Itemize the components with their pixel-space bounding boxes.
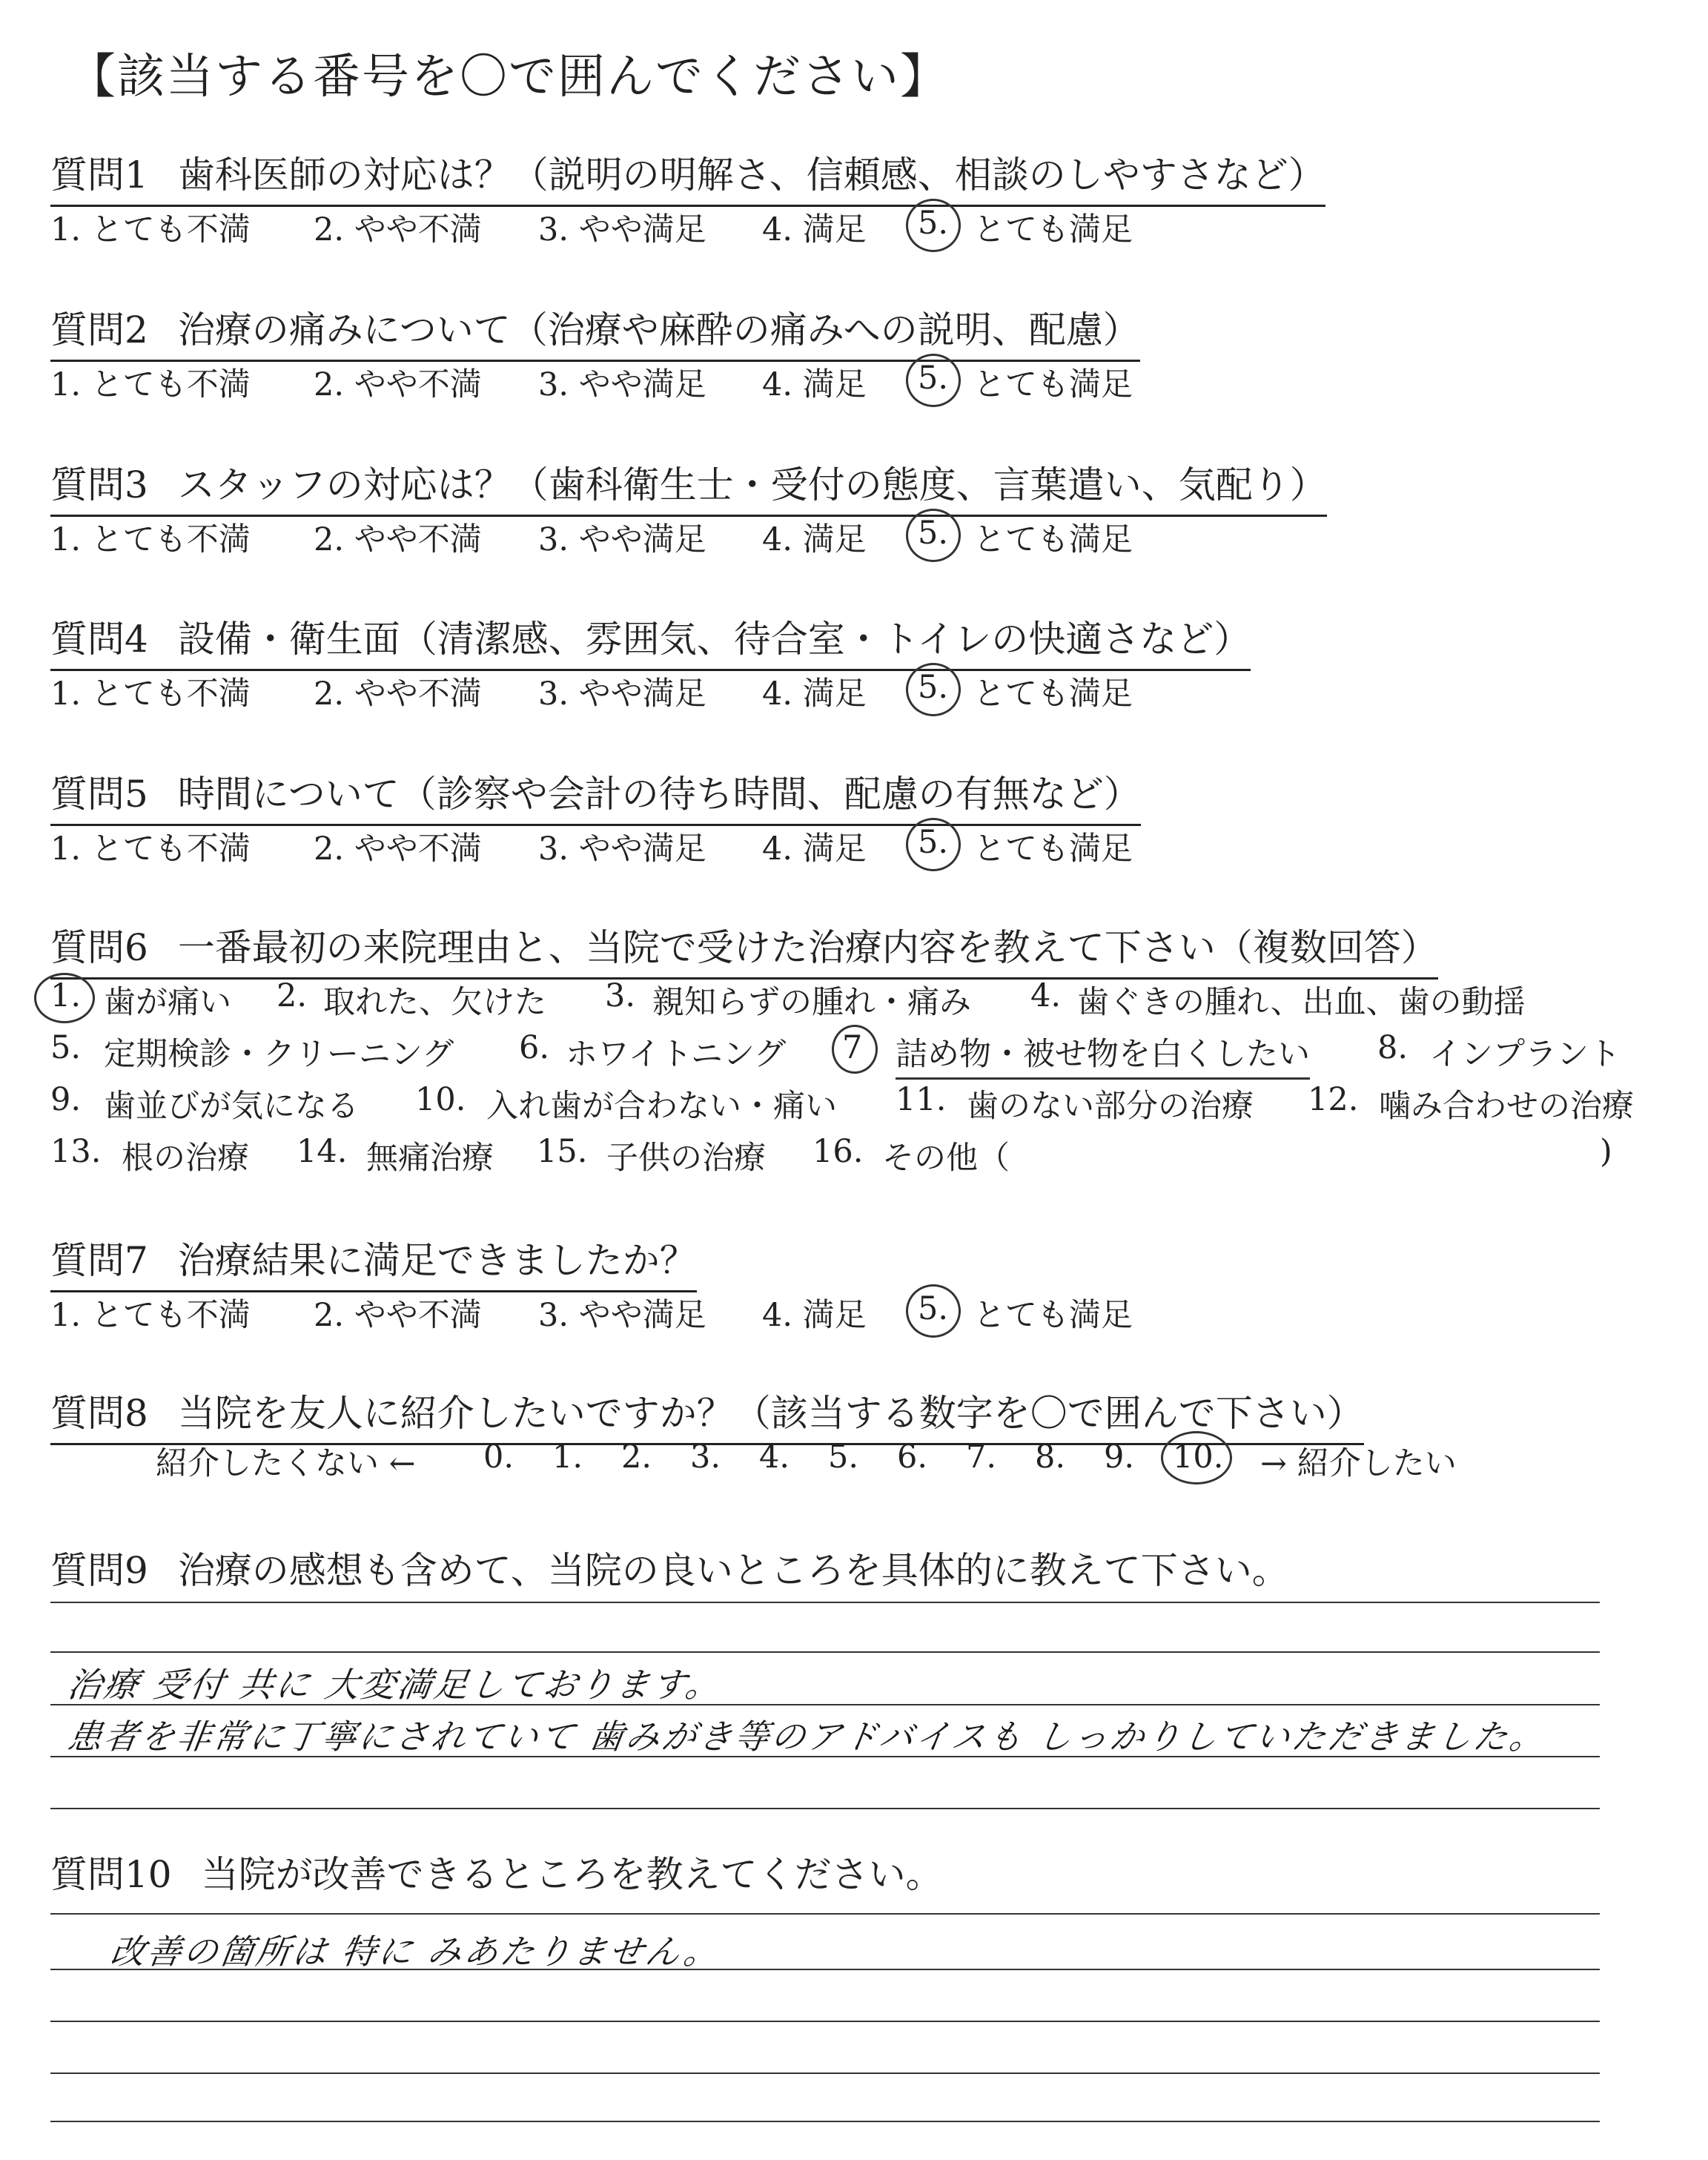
question-number: 質問7 [50, 1239, 148, 1282]
option-2[interactable]: 2. やや不満 [314, 830, 482, 868]
q6-option-5-label[interactable]: 定期検診・クリーニング [104, 1036, 454, 1073]
scale-5[interactable]: 5. [828, 1439, 859, 1476]
scale-left-label: 紹介したくない ← [156, 1445, 416, 1482]
q6-option-4-num[interactable]: 4. [1030, 977, 1062, 1014]
scale-7[interactable]: 7. [966, 1439, 997, 1476]
option-5-label: とても満足 [973, 521, 1133, 558]
option-5-label: とても満足 [973, 830, 1133, 868]
q6-option-10-num[interactable]: 10. [415, 1081, 466, 1118]
question-number: 質問5 [50, 773, 148, 816]
q6-option-5-num[interactable]: 5. [50, 1029, 82, 1066]
option-1[interactable]: 1. とても不満 [50, 211, 251, 248]
q6-option-6-num[interactable]: 6. [519, 1029, 550, 1066]
handwritten-answer-line-2: 患者を非常に丁寧にされていて 歯みがき等のアドバイスも しっかりしていただきました。 [64, 1717, 1549, 1757]
answer-line [50, 1913, 1600, 1915]
answer-line [50, 2021, 1600, 2022]
question-number: 質問3 [50, 463, 148, 506]
q6-option-4-label[interactable]: 歯ぐきの腫れ、出血、歯の動揺 [1077, 984, 1526, 1021]
handwritten-answer-line-1: 改善の箇所は 特に みあたりません。 [107, 1932, 724, 1972]
q6-option-2-num[interactable]: 2. [277, 977, 308, 1014]
scale-3[interactable]: 3. [690, 1439, 721, 1476]
q6-option-11-label[interactable]: 歯のない部分の治療 [967, 1088, 1254, 1125]
question-text: 時間について（診察や会計の待ち時間、配慮の有無など） [177, 773, 1141, 816]
scale-4[interactable]: 4. [759, 1439, 790, 1476]
option-5-label: とても満足 [973, 366, 1133, 403]
scale-8[interactable]: 8. [1035, 1439, 1066, 1476]
scale-1[interactable]: 1. [552, 1439, 583, 1476]
scale-10[interactable]: 10. [1173, 1439, 1224, 1476]
question-9-heading [50, 1541, 1289, 1600]
option-3[interactable]: 3. やや満足 [538, 830, 706, 868]
question-number: 質問9 [50, 1549, 148, 1592]
page-title: 【該当する番号を〇で囲んでください】 [68, 50, 949, 105]
scale-9[interactable]: 9. [1104, 1439, 1135, 1476]
question-8-heading [50, 1384, 1364, 1445]
question-text: スタッフの対応は？（歯科衛生士・受付の態度、言葉遣い、気配り） [177, 463, 1327, 506]
option-5[interactable]: 5. [918, 360, 949, 397]
option-4[interactable]: 4. 満足 [762, 366, 867, 403]
question-text: 治療の痛みについて（治療や麻酔の痛みへの説明、配慮） [177, 308, 1140, 351]
option-4[interactable]: 4. 満足 [762, 676, 867, 713]
q6-option-7-num[interactable]: 7 [842, 1029, 863, 1066]
q6-option-7-label[interactable]: 詰め物・被せ物を白くしたい [896, 1029, 1310, 1080]
handwritten-answer-line-1: 治療 受付 共に 大変満足しております。 [64, 1665, 725, 1705]
question-4-heading [50, 610, 1251, 671]
q6-option-14-num[interactable]: 14. [297, 1133, 348, 1170]
option-3[interactable]: 3. やや満足 [538, 676, 706, 713]
option-3[interactable]: 3. やや満足 [538, 1297, 706, 1334]
answer-line [50, 1808, 1600, 1809]
option-5-label: とても満足 [973, 211, 1133, 248]
question-number: 質問8 [50, 1392, 148, 1435]
answer-line [50, 1602, 1600, 1603]
q6-option-1-label[interactable]: 歯が痛い [104, 984, 231, 1021]
question-5-heading [50, 764, 1141, 826]
question-text: 当院が改善できるところを教えてください。 [201, 1853, 943, 1896]
q6-option-6-label[interactable]: ホワイトニング [566, 1036, 787, 1073]
q6-option-9-label[interactable]: 歯並びが気になる [104, 1088, 359, 1125]
question-3-heading [50, 455, 1327, 517]
q6-option-3-label[interactable]: 親知らずの腫れ・痛み [652, 984, 971, 1021]
question-text: 治療結果に満足できましたか？ [177, 1239, 697, 1282]
q6-option-16-label[interactable]: その他（ [882, 1140, 1010, 1177]
option-4[interactable]: 4. 満足 [762, 830, 867, 868]
question-6-heading [50, 918, 1438, 980]
q6-other-close-paren: ) [1600, 1133, 1612, 1170]
question-number: 質問10 [50, 1853, 172, 1896]
option-4[interactable]: 4. 満足 [762, 1297, 867, 1334]
option-5-label: とても満足 [973, 676, 1133, 713]
question-text: 当院を友人に紹介したいですか？（該当する数字を〇で囲んで下さい） [177, 1392, 1364, 1435]
question-text: 治療の感想も含めて、当院の良いところを具体的に教えて下さい。 [177, 1549, 1289, 1592]
option-5-label: とても満足 [973, 1297, 1133, 1334]
question-text: 歯科医師の対応は？（説明の明解さ、信頼感、相談のしやすさなど） [177, 153, 1325, 196]
q6-option-3-num[interactable]: 3. [605, 977, 636, 1014]
question-text: 設備・衛生面（清潔感、雰囲気、待合室・トイレの快適さなど） [177, 618, 1251, 661]
q6-option-13-num[interactable]: 13. [50, 1133, 102, 1170]
scale-6[interactable]: 6. [897, 1439, 928, 1476]
option-3[interactable]: 3. やや満足 [538, 366, 706, 403]
scale-right-label: → 紹介したい [1260, 1445, 1457, 1482]
option-2[interactable]: 2. やや不満 [314, 676, 482, 713]
option-5[interactable]: 5. [918, 515, 949, 552]
option-4[interactable]: 4. 満足 [762, 521, 867, 558]
q6-option-8-num[interactable]: 8. [1377, 1029, 1409, 1066]
option-5[interactable]: 5. [918, 669, 949, 706]
q6-option-11-num[interactable]: 11. [896, 1081, 947, 1118]
question-1-heading [50, 145, 1325, 207]
option-5[interactable]: 5. [918, 205, 949, 242]
option-1[interactable]: 1. とても不満 [50, 830, 251, 868]
q6-option-8-label[interactable]: インプラント [1429, 1036, 1621, 1073]
option-5[interactable]: 5. [918, 1290, 949, 1327]
answer-line [50, 2121, 1600, 2122]
question-number: 質問1 [50, 153, 148, 196]
option-1[interactable]: 1. とても不満 [50, 521, 251, 558]
scale-0[interactable]: 0. [483, 1439, 514, 1476]
option-3[interactable]: 3. やや満足 [538, 211, 706, 248]
option-4[interactable]: 4. 満足 [762, 211, 867, 248]
q6-option-9-num[interactable]: 9. [50, 1081, 82, 1118]
q6-option-12-num[interactable]: 12. [1308, 1081, 1359, 1118]
q6-option-12-label[interactable]: 噛み合わせの治療 [1379, 1088, 1634, 1125]
answer-line [50, 1651, 1600, 1653]
q6-option-15-label[interactable]: 子供の治療 [606, 1140, 766, 1177]
option-2[interactable]: 2. やや不満 [314, 1297, 482, 1334]
question-number: 質問2 [50, 308, 148, 351]
option-1[interactable]: 1. とても不満 [50, 676, 251, 713]
q6-option-15-num[interactable]: 15. [537, 1133, 588, 1170]
option-1[interactable]: 1. とても不満 [50, 1297, 251, 1334]
question-number: 質問6 [50, 926, 148, 969]
question-10-heading [50, 1845, 943, 1904]
q6-option-14-label[interactable]: 無痛治療 [366, 1140, 494, 1177]
question-number: 質問4 [50, 618, 148, 661]
q6-option-1-num[interactable]: 1. [50, 977, 82, 1014]
scale-2[interactable]: 2. [621, 1439, 652, 1476]
option-1[interactable]: 1. とても不満 [50, 366, 251, 403]
q6-option-2-label[interactable]: 取れた、欠けた [323, 984, 546, 1021]
q6-option-13-label[interactable]: 根の治療 [122, 1140, 249, 1177]
q6-option-16-num[interactable]: 16. [812, 1133, 864, 1170]
option-2[interactable]: 2. やや不満 [314, 366, 482, 403]
q6-option-10-label[interactable]: 入れ歯が合わない・痛い [486, 1088, 837, 1125]
option-5[interactable]: 5. [918, 824, 949, 861]
option-2[interactable]: 2. やや不満 [314, 521, 482, 558]
answer-line [50, 2073, 1600, 2074]
option-2[interactable]: 2. やや不満 [314, 211, 482, 248]
question-2-heading [50, 300, 1140, 362]
question-7-heading [50, 1231, 697, 1292]
option-3[interactable]: 3. やや満足 [538, 521, 706, 558]
question-text: 一番最初の来院理由と、当院で受けた治療内容を教えて下さい（複数回答） [177, 926, 1438, 969]
